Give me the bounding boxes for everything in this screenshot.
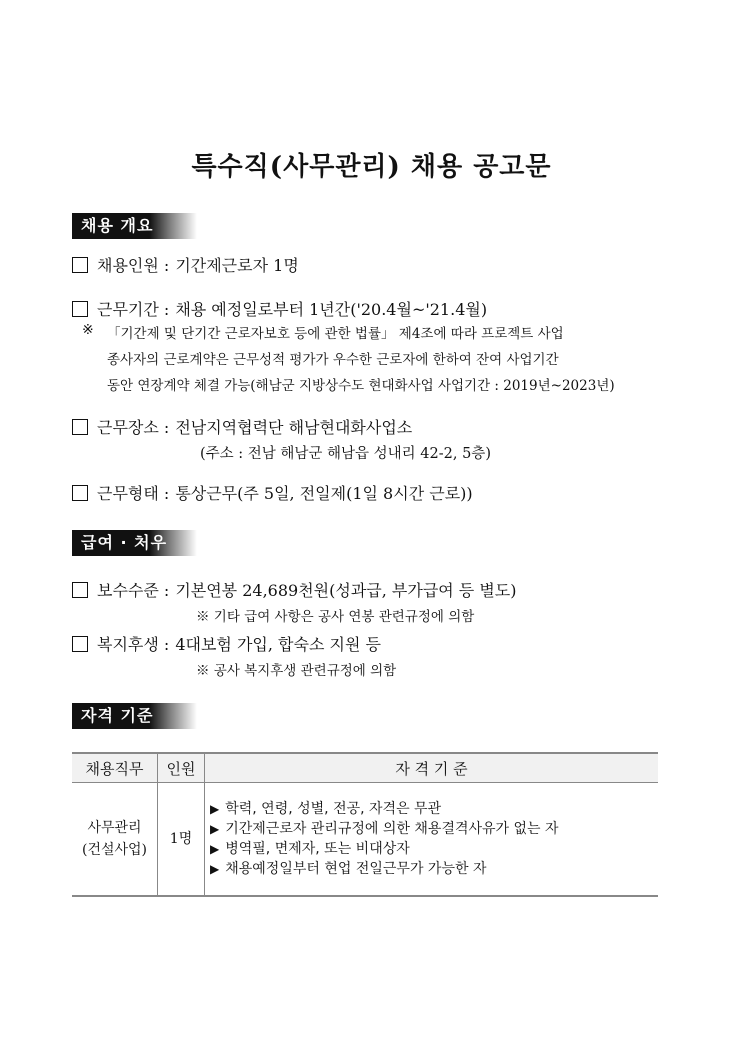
item-welfare	[72, 632, 683, 655]
salary-note: ※ 기타 급여 사항은 공사 연봉 관련규정에 의함	[196, 609, 475, 625]
period-note-line3: 동안 연장계약 체결 가능(해남군 지방상수도 현대화사업 사업기간 : 2019년~2023년)	[107, 378, 615, 394]
welfare-note: ※ 공사 복지후생 관련규정에 의함	[196, 663, 397, 679]
place-value: 전남지역협력단 해남현대화사업소	[175, 418, 413, 437]
section-header-qualification: 자격 기준	[72, 703, 197, 729]
item-headcount	[72, 253, 683, 276]
item-work-type	[72, 481, 683, 504]
welfare-value: 4대보험 가입, 합숙소 지원 등	[175, 635, 381, 654]
section-header-pay: 급여 · 처우	[72, 530, 197, 556]
table-row	[72, 783, 658, 897]
qualification-table	[72, 752, 658, 897]
note-mark: ※	[82, 322, 94, 338]
checkbox-icon	[72, 301, 88, 317]
welfare-label: 복지후생 :	[97, 635, 170, 654]
type-value: 통상근무(주 5일, 전일제(1일 8시간 근로))	[175, 484, 473, 503]
item-place	[72, 415, 683, 438]
place-label: 근무장소 :	[97, 418, 170, 437]
job-division: (건설사업)	[81, 842, 148, 858]
headcount-label: 채용인원 :	[97, 256, 170, 275]
checkbox-icon	[72, 257, 88, 273]
type-label: 근무형태 :	[97, 484, 170, 503]
period-label: 근무기간 :	[97, 300, 170, 319]
requirement-text: 기간제근로자 관리규정에 의한 채용결격사유가 없는 자	[225, 821, 559, 837]
triangle-bullet-icon: ▶	[210, 802, 220, 816]
header-criteria: 자 격 기 준	[205, 753, 659, 783]
job-cell	[72, 783, 158, 897]
header-job: 채용직무	[72, 753, 158, 783]
header-count: 인원	[158, 753, 205, 783]
triangle-bullet-icon: ▶	[210, 822, 220, 836]
checkbox-icon	[72, 485, 88, 501]
triangle-bullet-icon: ▶	[210, 842, 220, 856]
checkbox-icon	[72, 419, 88, 435]
place-address: (주소 : 전남 해남군 해남읍 성내리 42-2, 5층)	[200, 446, 491, 462]
salary-value: 기본연봉 24,689천원(성과급, 부가급여 등 별도)	[175, 581, 517, 600]
requirement-text: 병역필, 면제자, 또는 비대상자	[225, 841, 410, 857]
item-salary	[72, 578, 683, 601]
list-item	[210, 799, 658, 819]
criteria-cell	[205, 783, 659, 897]
period-value: 채용 예정일로부터 1년간('20.4월~'21.4월)	[175, 300, 488, 319]
salary-label: 보수수준 :	[97, 581, 170, 600]
requirement-text: 채용예정일부터 현업 전일근무가 가능한 자	[225, 861, 487, 877]
job-name: 사무관리	[87, 820, 142, 836]
table-header-row	[72, 753, 658, 783]
count-cell: 1명	[158, 783, 205, 897]
list-item	[210, 859, 658, 879]
list-item	[210, 839, 658, 859]
period-note-line1: 「기간제 및 단기간 근로자보호 등에 관한 법률」 제4조에 따라 프로젝트 사업	[107, 326, 564, 342]
item-period	[72, 297, 683, 320]
checkbox-icon	[72, 582, 88, 598]
page-title: 특수직(사무관리) 채용 공고문	[191, 152, 552, 182]
checkbox-icon	[72, 636, 88, 652]
triangle-bullet-icon: ▶	[210, 862, 220, 876]
list-item	[210, 819, 658, 839]
requirement-text: 학력, 연령, 성별, 전공, 자격은 무관	[225, 801, 442, 817]
period-note-line2: 종사자의 근로계약은 근무성적 평가가 우수한 근로자에 한하여 잔여 사업기간	[107, 352, 559, 368]
section-header-overview: 채용 개요	[72, 213, 197, 239]
headcount-value: 기간제근로자 1명	[175, 256, 299, 275]
